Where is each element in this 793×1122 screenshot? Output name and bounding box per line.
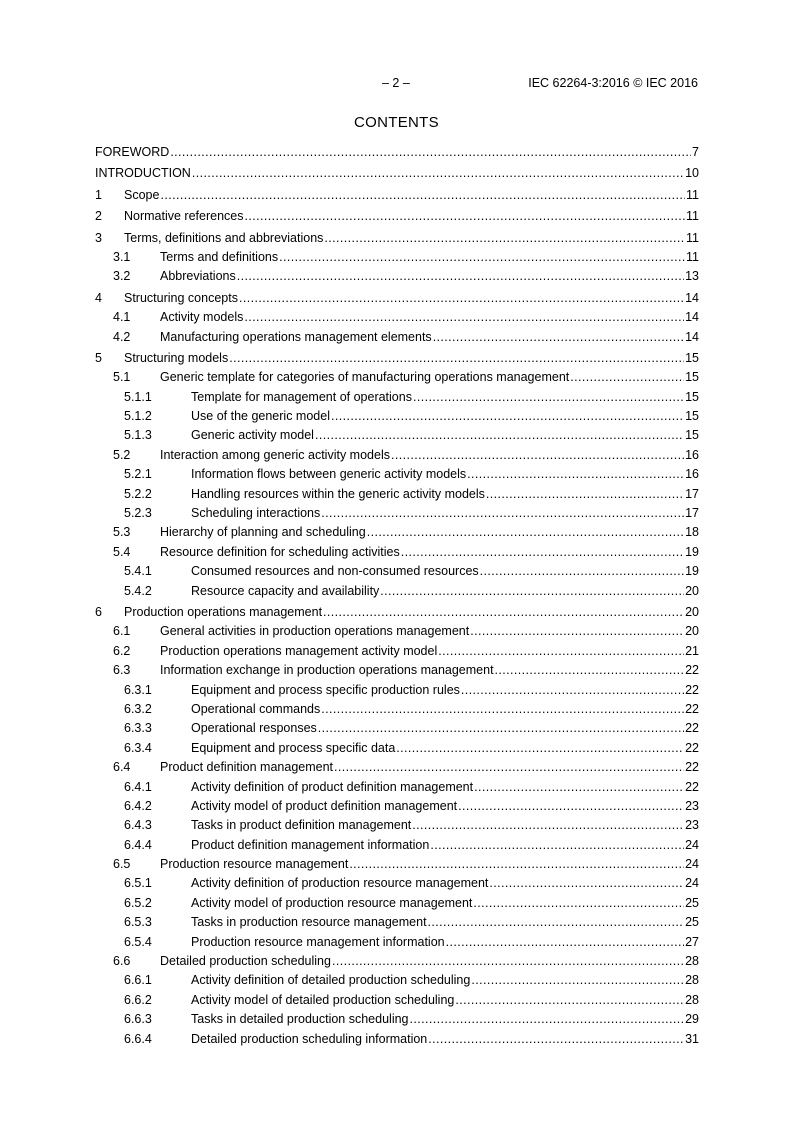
toc-dot-leader (470, 622, 684, 641)
toc-entry-number: 6.5.3 (124, 915, 152, 930)
toc-entry-page: 14 (685, 310, 699, 325)
toc-dot-leader (412, 816, 684, 835)
toc-entry-page: 19 (685, 544, 699, 559)
toc-entry-title: Abbreviations (160, 269, 236, 284)
toc-dot-leader (229, 349, 684, 368)
toc-entry-line (191, 913, 699, 932)
toc-dot-leader (410, 1010, 685, 1029)
toc-entry-title: Equipment and process specific production rules (191, 682, 460, 697)
toc-entry-title: Structuring concepts (124, 290, 238, 305)
toc-entry[interactable] (95, 681, 699, 700)
toc-entry-page: 23 (685, 818, 699, 833)
page-header (0, 76, 793, 92)
toc-entry-title: Use of the generic model (191, 409, 330, 424)
toc-entry-title: Activity model of product definition management (191, 798, 458, 813)
toc-entry[interactable] (95, 349, 699, 368)
toc-entry-title: Detailed production scheduling (160, 954, 331, 969)
toc-entry-line (95, 143, 699, 162)
toc-dot-leader (428, 913, 685, 932)
toc-entry-page: 22 (685, 740, 699, 755)
toc-entry-page: 21 (685, 643, 699, 658)
toc-entry-line (191, 874, 699, 893)
toc-entry-number: 5.4 (113, 544, 131, 559)
toc-entry-title: Production resource management (160, 857, 349, 872)
toc-entry-page: 10 (685, 166, 699, 181)
toc-entry-page: 23 (685, 798, 699, 813)
toc-entry-title: Scheduling interactions (191, 506, 321, 521)
toc-entry-number: 6 (95, 604, 102, 619)
toc-entry-title: Template for management of operations (191, 389, 412, 404)
toc-entry-line (191, 1010, 699, 1029)
toc-entry-line (160, 952, 699, 971)
toc-entry-title: Consumed resources and non-consumed resources (191, 564, 479, 579)
toc-entry-title: Operational responses (191, 721, 317, 736)
toc-entry-title: Generic activity model (191, 428, 314, 443)
toc-entry[interactable] (95, 289, 699, 308)
toc-entry[interactable] (95, 388, 699, 407)
toc-entry[interactable] (95, 700, 699, 719)
toc-entry-line (124, 186, 699, 205)
toc-entry-number: 4.1 (113, 310, 131, 325)
toc-dot-leader (413, 388, 684, 407)
toc-entry[interactable] (95, 523, 699, 542)
toc-dot-leader (471, 971, 684, 990)
toc-dot-leader (334, 758, 684, 777)
toc-entry-line (191, 485, 699, 504)
toc-entry[interactable] (95, 328, 699, 347)
toc-dot-leader (455, 991, 684, 1010)
toc-entry-line (160, 368, 699, 387)
toc-entry-title: Operational commands (191, 701, 321, 716)
toc-entry[interactable] (95, 407, 699, 426)
toc-entry-line (124, 229, 699, 248)
toc-dot-leader (428, 1030, 684, 1049)
toc-entry-page: 20 (685, 604, 699, 619)
toc-entry-number: 5.1 (113, 370, 131, 385)
toc-entry[interactable] (95, 207, 699, 226)
toc-entry[interactable] (95, 562, 699, 581)
toc-entry-number: 1 (95, 187, 102, 202)
toc-entry-page: 31 (685, 1031, 699, 1046)
toc-entry-page: 20 (685, 624, 699, 639)
toc-entry-title: Product definition management information (191, 837, 430, 852)
toc-dot-leader (349, 855, 684, 874)
toc-dot-leader (192, 164, 684, 183)
toc-entry-title: Resource definition for scheduling activities (160, 544, 400, 559)
toc-dot-leader (367, 523, 684, 542)
toc-entry-line (124, 349, 699, 368)
toc-entry[interactable] (95, 248, 699, 267)
toc-entry[interactable] (95, 485, 699, 504)
toc-dot-leader (315, 426, 684, 445)
toc-dot-leader (237, 267, 684, 286)
toc-entry-line (191, 562, 699, 581)
toc-entry[interactable] (95, 933, 699, 952)
toc-entry-line (160, 248, 699, 267)
toc-entry-title: Activity model of detailed production scheduling (191, 992, 455, 1007)
toc-entry[interactable] (95, 874, 699, 893)
toc-entry-title: Scope (124, 187, 160, 202)
toc-entry-title: Detailed production scheduling information (191, 1031, 428, 1046)
toc-entry[interactable] (95, 758, 699, 777)
toc-dot-leader (245, 207, 686, 226)
toc-entry-number: 5.3 (113, 525, 131, 540)
toc-entry-title: Handling resources within the generic activity models (191, 486, 485, 501)
toc-entry-line (191, 407, 699, 426)
toc-entry[interactable] (95, 719, 699, 738)
toc-entry-number: 6.4.3 (124, 818, 152, 833)
toc-entry-line (124, 603, 699, 622)
toc-entry-page: 15 (685, 428, 699, 443)
toc-entry-number: 6.4.1 (124, 779, 152, 794)
toc-entry-title: Activity definition of production resource management (191, 876, 489, 891)
toc-entry-page: 22 (685, 663, 699, 678)
toc-dot-leader (486, 485, 684, 504)
toc-entry-page: 28 (685, 973, 699, 988)
toc-dot-leader (458, 797, 684, 816)
toc-entry[interactable] (95, 971, 699, 990)
toc-dot-leader (323, 603, 684, 622)
toc-entry-line (191, 894, 699, 913)
toc-entry-page: 27 (685, 934, 699, 949)
toc-entry-line (191, 778, 699, 797)
toc-entry-number: 6.6.1 (124, 973, 152, 988)
toc-entry-number: 6.3.4 (124, 740, 152, 755)
toc-dot-leader (391, 446, 684, 465)
toc-dot-leader (401, 543, 684, 562)
toc-entry-number: 5.2 (113, 447, 131, 462)
toc-entry-title: Product definition management (160, 760, 334, 775)
toc-entry-title: Production operations management (124, 604, 323, 619)
toc-entry-number: 6.3.1 (124, 682, 152, 697)
toc-entry-number: 5.2.3 (124, 506, 152, 521)
toc-entry-line (160, 661, 699, 680)
toc-entry[interactable] (95, 582, 699, 601)
toc-entry-page: 24 (685, 857, 699, 872)
toc-entry-number: 6.5.2 (124, 895, 152, 910)
toc-entry[interactable] (95, 504, 699, 523)
toc-entry-line (160, 622, 699, 641)
toc-entry-title: Production resource management information (191, 934, 445, 949)
toc-entry-line (191, 991, 699, 1010)
toc-entry-line (191, 816, 699, 835)
toc-entry-line (191, 426, 699, 445)
toc-entry-page: 17 (685, 506, 699, 521)
toc-entry[interactable] (95, 855, 699, 874)
toc-dot-leader (446, 933, 684, 952)
toc-dot-leader (318, 719, 684, 738)
toc-entry-line (160, 446, 699, 465)
toc-entry-page: 22 (685, 721, 699, 736)
toc-entry-title: Equipment and process specific data (191, 740, 396, 755)
toc-dot-leader (244, 308, 684, 327)
toc-entry-title: Tasks in product definition management (191, 818, 412, 833)
toc-entry-page: 17 (685, 486, 699, 501)
toc-dot-leader (321, 700, 684, 719)
toc-entry-title: General activities in production operations management (160, 624, 470, 639)
toc-entry[interactable] (95, 143, 699, 162)
toc-dot-leader (570, 368, 684, 387)
toc-entry-title: Activity definition of product definition management (191, 779, 474, 794)
toc-dot-leader (430, 836, 684, 855)
toc-dot-leader (495, 661, 685, 680)
toc-entry-line (191, 1030, 699, 1049)
toc-dot-leader (396, 739, 684, 758)
toc-dot-leader (332, 952, 684, 971)
toc-entry-page: 11 (686, 187, 699, 202)
toc-entry[interactable] (95, 797, 699, 816)
toc-entry-title: Activity definition of detailed production scheduling (191, 973, 471, 988)
toc-entry-line (191, 739, 699, 758)
toc-entry-page: 7 (692, 145, 699, 159)
toc-entry-number: 5.1.2 (124, 409, 152, 424)
toc-dot-leader (279, 248, 685, 267)
toc-entry-title: Terms, definitions and abbreviations (124, 230, 324, 245)
toc-entry-number: 6.3.2 (124, 701, 152, 716)
toc-entry-number: 6.4.4 (124, 837, 152, 852)
toc-entry-title: Information exchange in production operations management (160, 663, 494, 678)
toc-dot-leader (160, 186, 685, 205)
toc-entry-title: INTRODUCTION (95, 166, 191, 181)
toc-entry[interactable] (95, 308, 699, 327)
toc-entry-number: 6.6 (113, 954, 131, 969)
toc-entry-number: 6.5 (113, 857, 131, 872)
toc-entry-line (124, 289, 699, 308)
toc-entry-number: 5.2.2 (124, 486, 152, 501)
toc-entry-line (191, 797, 699, 816)
toc-entry-line (191, 681, 699, 700)
toc-dot-leader (461, 681, 684, 700)
toc-entry[interactable] (95, 543, 699, 562)
toc-entry-page: 22 (685, 701, 699, 716)
toc-entry-number: 4.2 (113, 329, 131, 344)
toc-entry-title: FOREWORD (95, 145, 170, 159)
toc-entry[interactable] (95, 368, 699, 387)
toc-entry[interactable] (95, 603, 699, 622)
toc-entry-page: 28 (685, 992, 699, 1007)
toc-dot-leader (380, 582, 684, 601)
contents-title: CONTENTS (354, 114, 439, 131)
document-id: IEC 62264-3:2016 © IEC 2016 (528, 76, 698, 90)
toc-dot-leader (239, 289, 684, 308)
toc-dot-leader (321, 504, 684, 523)
toc-entry-page: 14 (685, 290, 699, 305)
toc-entry-line (160, 523, 699, 542)
toc-entry-number: 5.1.3 (124, 428, 152, 443)
toc-entry-number: 5 (95, 350, 102, 365)
toc-dot-leader (467, 465, 684, 484)
toc-entry[interactable] (95, 267, 699, 286)
toc-entry-line (191, 933, 699, 952)
toc-entry[interactable] (95, 164, 699, 183)
toc-entry-title: Production operations management activity model (160, 643, 438, 658)
toc-entry-line (160, 642, 699, 661)
toc-entry-title: Tasks in production resource management (191, 915, 427, 930)
toc-entry-line (191, 836, 699, 855)
toc-entry-line (160, 855, 699, 874)
toc-entry-page: 25 (685, 895, 699, 910)
toc-entry-page: 15 (685, 389, 699, 404)
toc-entry-title: Information flows between generic activity models (191, 467, 467, 482)
toc-entry-line (124, 207, 699, 226)
toc-entry-number: 6.3.3 (124, 721, 152, 736)
toc-entry-page: 22 (685, 760, 699, 775)
toc-entry-line (160, 543, 699, 562)
toc-entry-page: 15 (685, 350, 699, 365)
toc-dot-leader (474, 778, 684, 797)
toc-entry-page: 24 (685, 876, 699, 891)
toc-entry[interactable] (95, 739, 699, 758)
toc-entry-number: 6.3 (113, 663, 131, 678)
toc-entry[interactable] (95, 186, 699, 205)
toc-entry[interactable] (95, 1030, 699, 1049)
toc-entry-title: Normative references (124, 209, 244, 224)
toc-entry-number: 6.5.1 (124, 876, 152, 891)
toc-entry[interactable] (95, 426, 699, 445)
toc-entry[interactable] (95, 913, 699, 932)
toc-entry[interactable] (95, 952, 699, 971)
toc-entry-title: Generic template for categories of manufacturing operations management (160, 370, 570, 385)
toc-entry-number: 2 (95, 209, 102, 224)
toc-entry[interactable] (95, 661, 699, 680)
toc-entry[interactable] (95, 991, 699, 1010)
toc-entry-page: 29 (685, 1012, 699, 1027)
toc-entry-line (191, 582, 699, 601)
toc-entry-page: 19 (685, 564, 699, 579)
toc-entry[interactable] (95, 894, 699, 913)
toc-entry-title: Activity model of production resource management (191, 895, 473, 910)
toc-entry-title: Tasks in detailed production scheduling (191, 1012, 409, 1027)
toc-entry-number: 6.1 (113, 624, 131, 639)
toc-entry-page: 11 (686, 249, 699, 264)
toc-entry[interactable] (95, 229, 699, 248)
toc-dot-leader (433, 328, 684, 347)
toc-dot-leader (324, 229, 685, 248)
toc-entry[interactable] (95, 778, 699, 797)
toc-entry-title: Structuring models (124, 350, 229, 365)
toc-entry-number: 6.5.4 (124, 934, 152, 949)
toc-entry-number: 5.1.1 (124, 389, 152, 404)
toc-entry-number: 6.6.2 (124, 992, 152, 1007)
toc-entry-page: 13 (685, 269, 699, 284)
toc-entry-number: 4 (95, 290, 102, 305)
toc-entry[interactable] (95, 836, 699, 855)
toc-entry-line (191, 388, 699, 407)
toc-entry-page: 18 (685, 525, 699, 540)
toc-entry-page: 22 (685, 779, 699, 794)
toc-entry-line (191, 504, 699, 523)
toc-entry-page: 11 (686, 209, 699, 224)
toc-entry-number: 6.6.4 (124, 1031, 152, 1046)
toc-entry-line (160, 328, 699, 347)
toc-entry-number: 5.4.1 (124, 564, 152, 579)
toc-entry-number: 6.4 (113, 760, 131, 775)
toc-entry-page: 16 (685, 447, 699, 462)
toc-entry-title: Activity models (160, 310, 244, 325)
toc-dot-leader (438, 642, 684, 661)
toc-entry-page: 16 (685, 467, 699, 482)
toc-entry-line (191, 700, 699, 719)
toc-entry-line (191, 971, 699, 990)
table-of-contents (95, 143, 699, 1049)
toc-entry-number: 6.6.3 (124, 1012, 152, 1027)
toc-entry[interactable] (95, 446, 699, 465)
toc-entry-title: Resource capacity and availability (191, 583, 380, 598)
toc-entry-page: 15 (685, 409, 699, 424)
toc-entry-line (160, 758, 699, 777)
toc-entry-line (191, 719, 699, 738)
toc-dot-leader (473, 894, 684, 913)
toc-entry-line (160, 308, 699, 327)
toc-entry-page: 25 (685, 915, 699, 930)
toc-entry-line (191, 465, 699, 484)
toc-entry-number: 6.2 (113, 643, 131, 658)
toc-entry-title: Hierarchy of planning and scheduling (160, 525, 366, 540)
toc-entry-page: 20 (685, 583, 699, 598)
toc-entry-page: 28 (685, 954, 699, 969)
toc-entry-number: 6.4.2 (124, 798, 152, 813)
toc-entry-number: 3.1 (113, 249, 131, 264)
toc-entry[interactable] (95, 622, 699, 641)
toc-entry-title: Manufacturing operations management elements (160, 329, 432, 344)
toc-entry[interactable] (95, 642, 699, 661)
toc-entry[interactable] (95, 465, 699, 484)
toc-dot-leader (170, 143, 691, 162)
toc-entry-line (160, 267, 699, 286)
toc-dot-leader (489, 874, 684, 893)
toc-entry-title: Interaction among generic activity models (160, 447, 390, 462)
toc-entry-page: 22 (685, 682, 699, 697)
toc-entry-number: 3 (95, 230, 102, 245)
toc-entry-title: Terms and definitions (160, 249, 279, 264)
toc-entry-page: 24 (685, 837, 699, 852)
toc-dot-leader (331, 407, 684, 426)
toc-entry[interactable] (95, 816, 699, 835)
toc-entry-page: 15 (685, 370, 699, 385)
toc-entry-page: 14 (685, 329, 699, 344)
toc-dot-leader (480, 562, 684, 581)
toc-entry-number: 3.2 (113, 269, 131, 284)
toc-entry-number: 5.4.2 (124, 583, 152, 598)
toc-entry-line (95, 164, 699, 183)
toc-entry-page: 11 (686, 230, 699, 245)
toc-entry[interactable] (95, 1010, 699, 1029)
page-number: – 2 – (382, 76, 410, 90)
toc-entry-number: 5.2.1 (124, 467, 152, 482)
